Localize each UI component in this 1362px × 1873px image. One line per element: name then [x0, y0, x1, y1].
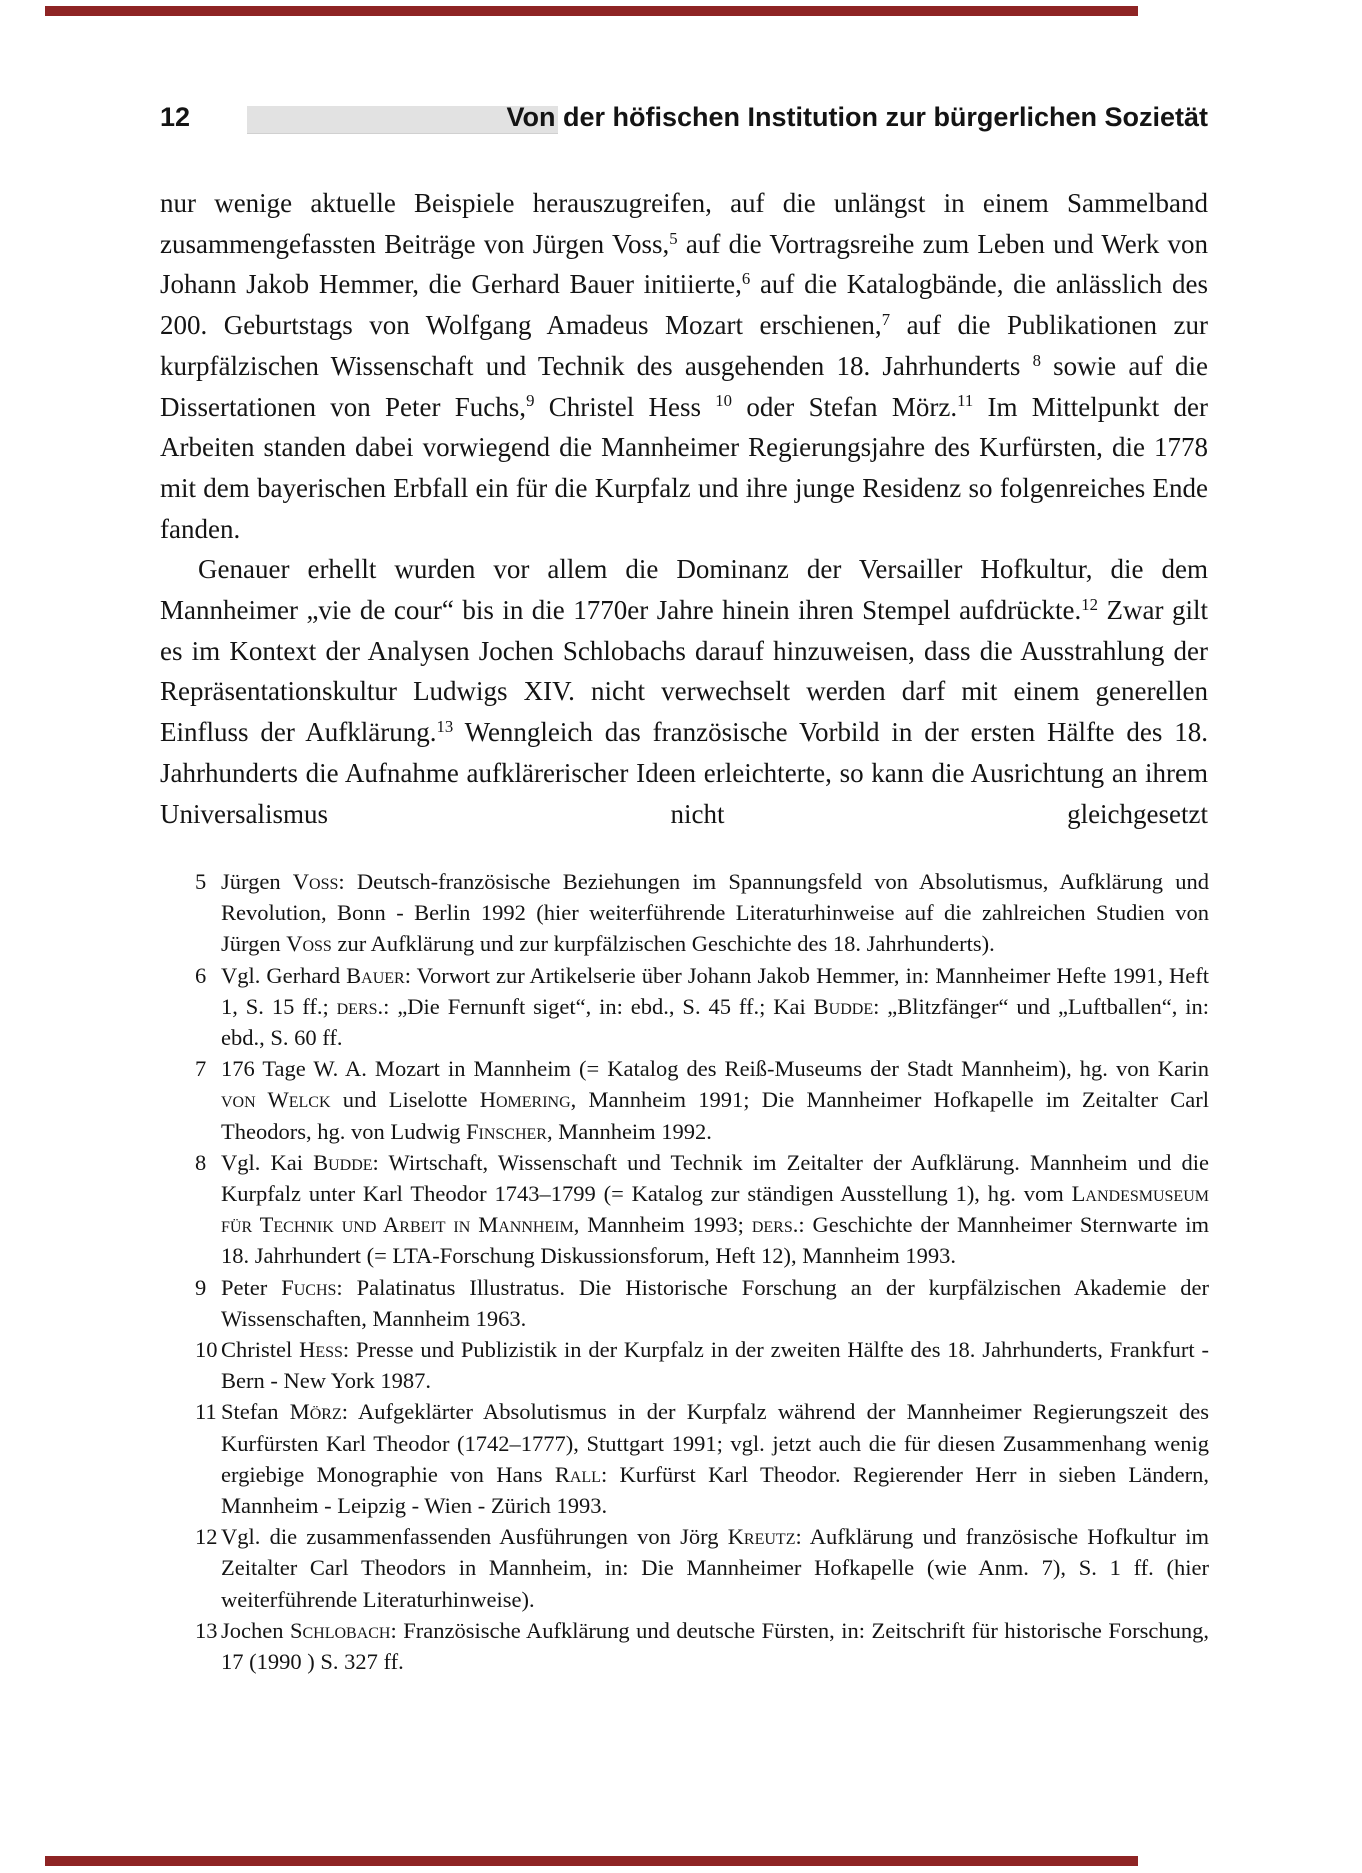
text-segment: Jochen	[221, 1617, 290, 1643]
small-caps-name: Rall	[554, 1461, 601, 1487]
text-segment: Im Mittelpunkt der Arbeiten standen dabei vorwiegend die Mannheimer Regierungsjahre des Kurfürsten, die 1778 mit dem bayerischen Erbfall ein für die Kurpfalz und ihre junge Residenz so folgenreiches Ende fanden.	[160, 391, 1209, 544]
body-text	[160, 183, 1208, 834]
small-caps-name: Fuchs	[281, 1274, 337, 1300]
footnote-item	[195, 1521, 1209, 1615]
footnote-item	[195, 1272, 1209, 1334]
text-segment: : Geschichte der Mannheimer Sternwarte im 18. Jahrhundert (= LTA-Forschung Diskussionsforum, Heft 12), Mannheim 1993.	[221, 1212, 1210, 1269]
text-segment: : Wirtschaft, Wissenschaft und Technik im Zeitalter der Aufklärung. Mannheim und die Kurpfalz unter Karl Theodor 1743–1799 (= Katalog zur ständigen Ausstellung 1), hg. vom	[221, 1149, 1209, 1207]
footnote-ref: 5	[669, 228, 678, 248]
footnote-text	[221, 1524, 1209, 1611]
text-segment: Wenngleich das französische Vorbild in der ersten Hälfte des 18. Jahrhunderts die Aufnahme aufklärerischer Ideen erleichterte, so kann die Ausrichtung an ihrem Universalismus nicht gleichgesetzt	[160, 717, 1208, 829]
small-caps-name: Kreutz	[727, 1524, 796, 1550]
footnote-item	[195, 1147, 1209, 1272]
footnote-text	[221, 1275, 1209, 1331]
text-segment: , Mannheim 1993;	[573, 1212, 752, 1238]
small-caps-name: Voss	[286, 931, 332, 957]
text-segment: auf die Katalogbände, die anlässlich des 200. Geburtstags von Wolfgang Amadeus Mozart erschienen,	[160, 269, 1208, 341]
text-segment: : Aufklärung und französische Hofkultur im Zeitalter Carl Theodors in Mannheim, in: Die Mannheimer Hofkapelle (wie Anm. 7), S. 1 ff. (hier weiterführende Literaturhinweise).	[221, 1524, 1209, 1612]
footnote-text	[221, 1056, 1209, 1143]
text-segment: auf die Publikationen zur kurpfälzischen Wissenschaft und Technik des ausgehenden 18. Jahrhunderts	[160, 310, 1208, 381]
footnote-item	[195, 1334, 1209, 1396]
small-caps-name: Budde	[313, 1149, 373, 1175]
text-segment: Vgl. Gerhard	[221, 962, 347, 988]
footnote-number: 10	[195, 1337, 218, 1363]
footnote-ref: 9	[526, 391, 535, 411]
text-segment: Stefan	[221, 1399, 290, 1425]
footnote-text	[221, 869, 1209, 956]
small-caps-name: ders.	[751, 1212, 799, 1238]
text-segment: : „Blitzfänger“ und „Luftballen“, in: ebd., S. 60 ff.	[221, 993, 1210, 1051]
small-caps-name: Finscher	[465, 1118, 547, 1144]
footnote-ref: 7	[881, 309, 891, 329]
footnote-number: 5	[195, 869, 207, 894]
footnote-text	[221, 1337, 1209, 1393]
text-segment: : Kurfürst Karl Theodor. Regierender Herr in sieben Ländern, Mannheim - Leipzig - Wien - Zürich 1993.	[221, 1461, 1209, 1519]
text-segment: Christel Hess	[534, 391, 716, 422]
text-segment: und Liselotte	[330, 1087, 480, 1113]
footnote-item	[195, 1396, 1209, 1521]
text-segment: Christel	[221, 1337, 300, 1363]
text-segment: : Deutsch-französische Beziehungen im Spannungsfeld von Absolutismus, Aufklärung und Revolution, Bonn - Berlin 1992 (hier weiterführende Literaturhinweise auf die zahlreichen Studien von Jürgen	[221, 869, 1209, 957]
text-segment: nur wenige aktuelle Beispiele herauszugreifen, auf die unlängst in einem Sammelband zusammengefassten Beiträge von Jürgen Voss,	[160, 188, 1208, 259]
footnote-text	[221, 1399, 1209, 1518]
footnote-number: 6	[195, 962, 207, 988]
footnote-ref: 10	[715, 391, 733, 411]
page-header	[160, 99, 1208, 135]
text-segment: zur Aufklärung und zur kurpfälzischen Geschichte des 18. Jahrhunderts).	[331, 931, 995, 957]
footnote-number: 8	[195, 1149, 207, 1175]
small-caps-name: Bauer	[346, 962, 405, 988]
text-segment: Vgl. die zusammenfassenden Ausführungen von Jörg	[221, 1524, 728, 1550]
running-title: Von der höfischen Institution zur bürgerlichen Sozietät	[506, 102, 1208, 132]
text-segment: : Aufgeklärter Absolutismus in der Kurpfalz während der Mannheimer Regierungszeit des Kurfürsten Karl Theodor (1742–1777), Stuttgart 1991; vgl. jetzt auch die für diesen Zusammenhang wenig ergiebige Monographie von Hans	[221, 1399, 1209, 1487]
body-paragraph	[160, 183, 1208, 549]
footnote-ref: 13	[436, 716, 454, 736]
footnote-item	[195, 1053, 1209, 1147]
footnote-ref: 11	[957, 391, 974, 411]
body-paragraph	[160, 549, 1208, 834]
text-segment: Zwar gilt es im Kontext der Analysen Jochen Schlobachs darauf hinzuweisen, dass die Ausstrahlung der Repräsentationskultur Ludwigs XIV. nicht verwechselt werden darf mit einem generellen Einfluss der Aufklärung.	[160, 595, 1208, 748]
footnote-text	[221, 963, 1209, 1050]
text-segment: Genauer erhellt wurden vor allem die Dominanz der Versailler Hofkultur, die dem Mannheimer „vie de cour“ bis in die 1770er Jahre hinein ihren Stempel aufdrückte.	[160, 554, 1208, 626]
footnote-ref: 12	[1081, 594, 1099, 614]
text-segment: , Mannheim 1992.	[546, 1118, 712, 1144]
footnote-number: 13	[195, 1617, 218, 1643]
text-segment: : Palatinatus Illustratus. Die Historische Forschung an der kurpfälzischen Akademie der Wissenschaften, Mannheim 1963.	[221, 1274, 1209, 1331]
small-caps-name: Hess	[299, 1337, 343, 1363]
text-segment: oder Stefan Mörz.	[732, 391, 958, 422]
footnote-text	[221, 1618, 1209, 1674]
page-number: 12	[160, 102, 191, 132]
text-segment: auf die Vortragsreihe zum Leben und Werk von Johann Jakob Hemmer, die Gerhard Bauer initiierte,	[160, 228, 1208, 300]
text-segment: : „Die Fernunft siget“, in: ebd., S. 45 ff.; Kai	[383, 993, 814, 1019]
footnote-item	[195, 1615, 1209, 1677]
footnote-number: 11	[195, 1399, 217, 1425]
footnote-ref: 8	[1032, 350, 1041, 370]
text-segment: : Französische Aufklärung und deutsche Fürsten, in: Zeitschrift für historische Forschung, 17 (1990 ) S. 327 ff.	[221, 1617, 1209, 1675]
footnote-number: 9	[195, 1274, 207, 1300]
small-caps-name: Mörz	[289, 1399, 342, 1425]
footnote-number: 12	[195, 1524, 218, 1550]
footnote-item	[195, 866, 1209, 960]
text-segment: Vgl. Kai	[221, 1149, 314, 1175]
small-caps-name: Voss	[292, 869, 339, 894]
text-segment: sowie auf die Dissertationen von Peter Fuchs,	[160, 350, 1208, 422]
text-segment: : Presse und Publizistik in der Kurpfalz in der zweiten Hälfte des 18. Jahrhunderts, Frankfurt - Bern - New York 1987.	[221, 1337, 1209, 1394]
small-caps-name: von Welck	[221, 1087, 331, 1113]
text-segment: Jürgen	[221, 869, 293, 894]
small-caps-name: Schlobach	[289, 1617, 391, 1643]
small-caps-name: Landesmuseum für Technik und Arbeit in Mannheim	[221, 1181, 1209, 1238]
footnote-ref: 6	[741, 269, 751, 289]
text-segment: 176 Tage W. A. Mozart in Mannheim (= Katalog des Reiß-Museums der Stadt Mannheim), hg. von Karin	[221, 1056, 1209, 1082]
small-caps-name: Budde	[813, 993, 874, 1019]
footnote-item	[195, 960, 1209, 1054]
footnotes-block	[195, 866, 1209, 1677]
text-segment: , Mannheim 1991; Die Mannheimer Hofkapelle im Zeitalter Carl Theodors, hg. von Ludwig	[221, 1087, 1209, 1144]
small-caps-name: Homering	[479, 1087, 571, 1113]
small-caps-name: ders.	[336, 993, 384, 1019]
scan-rule-top	[45, 6, 1138, 16]
scan-rule-bottom	[45, 1856, 1138, 1866]
footnote-text	[221, 1150, 1209, 1269]
text-segment: Peter	[221, 1274, 282, 1300]
text-segment: : Vorwort zur Artikelserie über Johann Jakob Hemmer, in: Mannheimer Hefte 1991, Heft 1, S. 15 ff.;	[221, 962, 1210, 1019]
footnote-number: 7	[195, 1056, 207, 1082]
